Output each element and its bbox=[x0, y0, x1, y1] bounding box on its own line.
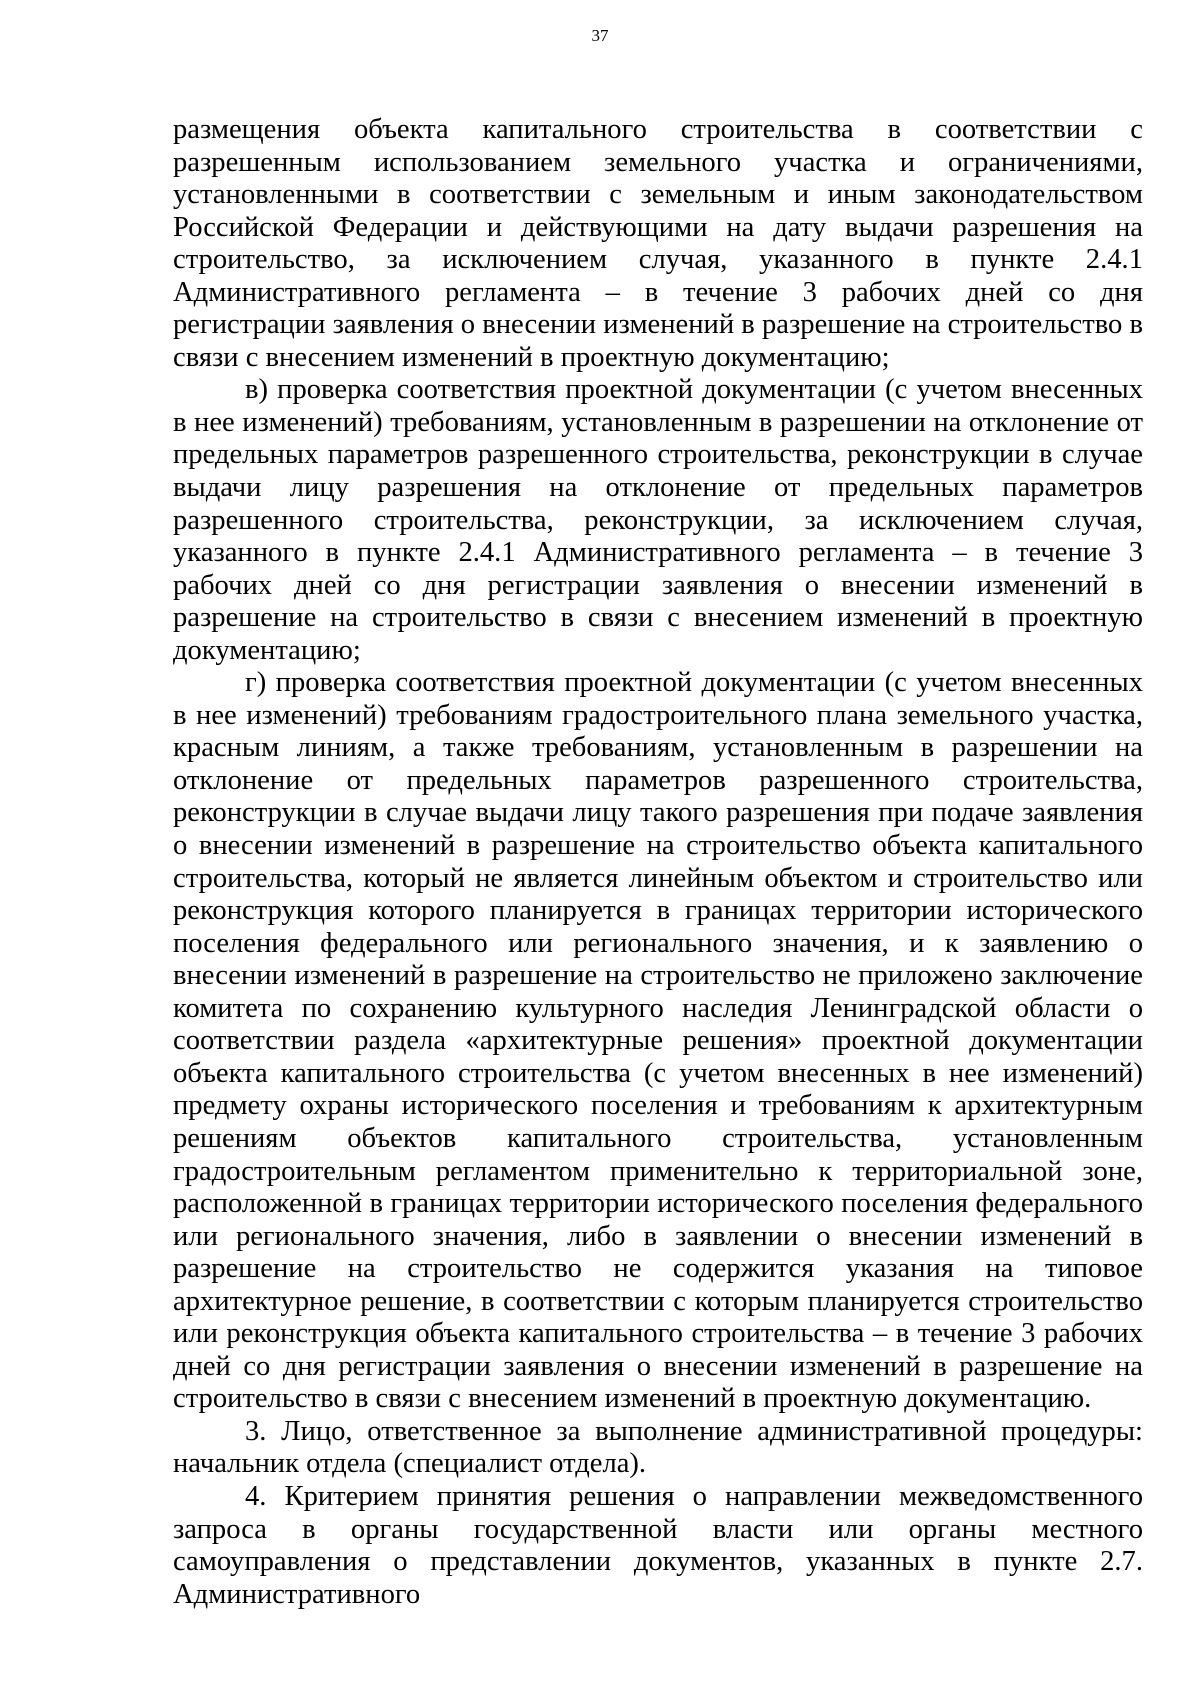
paragraph-continuation: размещения объекта капитального строительства в соответствии с разрешенным использованием земельного участка и ограничениями, установленными в соответствии с земельным и иным законодательством Российской Федерации и действующими на дату выдачи разрешения на строительство, за исключением случая, указанного в пункте 2.4.1 Административного регламента – в течение 3 рабочих дней со дня регистрации заявления о внесении изменений в разрешение на строительство в связи с внесением изменений в проектную документацию; bbox=[173, 114, 1143, 373]
paragraph-item-v: в) проверка соответствия проектной документации (с учетом внесенных в нее изменений) требованиям, установленным в разрешении на отклонение от предельных параметров разрешенного строительства, реконструкции в случае выдачи лицу разрешения на отклонение от предельных параметров разрешенного строительства, реконструкции, за исключением случая, указанного в пункте 2.4.1 Административного регламента – в течение 3 рабочих дней со дня регистрации заявления о внесении изменений в разрешение на строительство в связи с внесением изменений в проектную документацию; bbox=[173, 374, 1143, 666]
document-body bbox=[173, 114, 1143, 1611]
paragraph-point-3: 3. Лицо, ответственное за выполнение административной процедуры: начальник отдела (специалист отдела). bbox=[173, 1415, 1143, 1480]
paragraph-point-4: 4. Критерием принятия решения о направлении межведомственного запроса в органы государственной власти или органы местного самоуправления о представлении документов, указанных в пункте 2.7. Административного bbox=[173, 1480, 1143, 1610]
page-number: 37 bbox=[591, 26, 609, 45]
paragraph-item-g: г) проверка соответствия проектной документации (с учетом внесенных в нее изменений) требованиям градостроительного плана земельного участка, красным линиям, а также требованиям, установленным в разрешении на отклонение от предельных параметров разрешенного строительства, реконструкции в случае выдачи лицу такого разрешения при подаче заявления о внесении изменений в разрешение на строительство объекта капитального строительства, который не является линейным объектом и строительство или реконструкция которого планируется в границах территории исторического поселения федерального или регионального значения, и к заявлению о внесении изменений в разрешение на строительство не приложено заключение комитета по сохранению культурного наследия Ленинградской области о соответствии раздела «архитектурные решения» проектной документации объекта капитального строительства (с учетом внесенных в нее изменений) предмету охраны исторического поселения и требованиям к архитектурным решениям объектов капитального строительства, установленным градостроительным регламентом применительно к территориальной зоне, расположенной в границах территории исторического поселения федерального или регионального значения, либо в заявлении о внесении изменений в разрешение на строительство не содержится указания на типовое архитектурное решение, в соответствии с которым планируется строительство или реконструкция объекта капитального строительства – в течение 3 рабочих дней со дня регистрации заявления о внесении изменений в разрешение на строительство в связи с внесением изменений в проектную документацию. bbox=[173, 667, 1143, 1415]
